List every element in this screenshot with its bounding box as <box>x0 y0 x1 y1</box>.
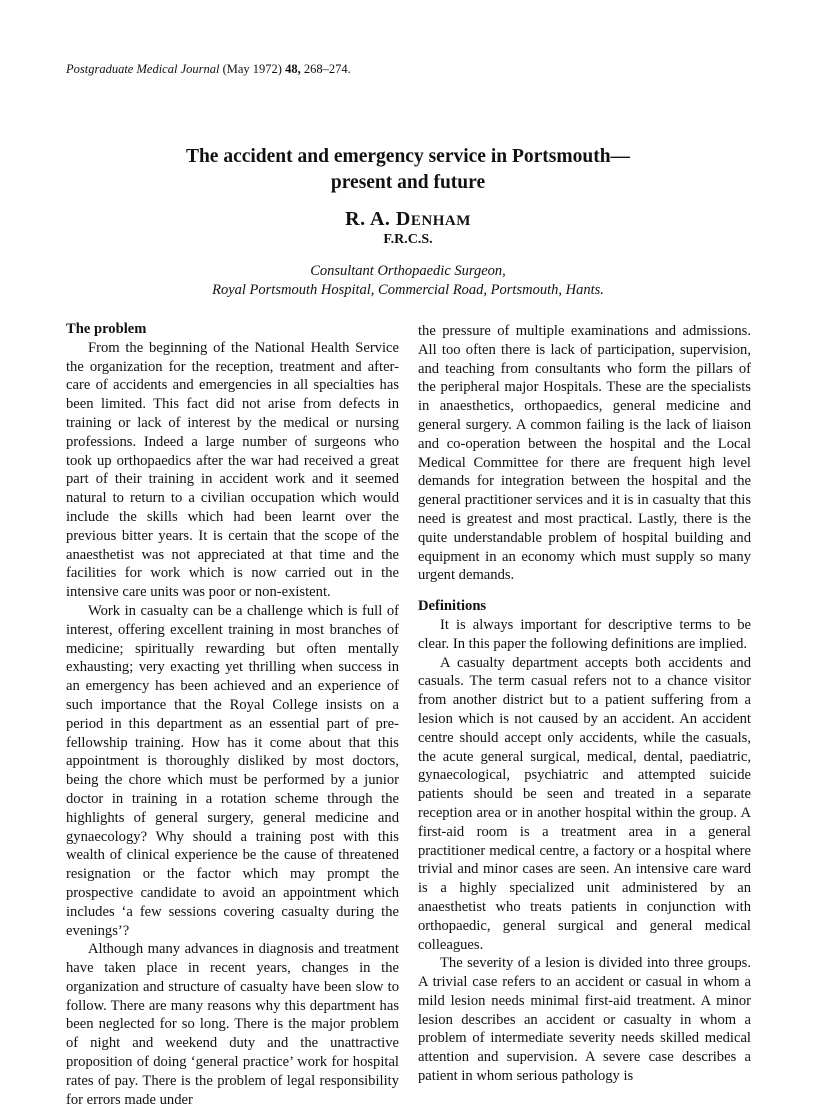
affiliation-line-1: Consultant Orthopaedic Surgeon, <box>310 263 506 279</box>
author-degrees: F.R.C.S. <box>383 232 433 247</box>
journal-name: Postgraduate Medical Journal <box>66 62 220 76</box>
journal-volume: 48, <box>285 62 301 76</box>
paragraph: A casualty department accepts both accidents and casuals. The term casual refers not to a chance visitor from another district but to a patient suffering from a lesion which is not caused by an accident. An accident centre should accept only accidents, while the casuals, the acute general surgical, medical, dental, paediatric, gynaecological, psychiatric and attempted suicide patients should be seen and treated in a separate reception area or in another hospital within the group. A first-aid room is a treatment area in a general practitioner medical centre, a factory or a hospital where trivial and minor cases are seen. An intensive care ward is a highly specialized unit administered by an anaesthetist who treats patients in conjunction with orthopaedic, general surgical and general medical colleagues. <box>418 654 751 953</box>
journal-pages: 268–274. <box>303 62 351 76</box>
affiliation-line-2: Royal Portsmouth Hospital, Commercial Road, Portsmouth, Hants. <box>212 282 604 298</box>
paragraph: Although many advances in diagnosis and treatment have taken place in recent years, changes in the organization and structure of casualty have been slow to follow. There are many reasons why this department has been neglected for so long. There is the major problem of night and weekend duty and the unattractive proposition of doing ‘general practice’ work for hospital rates of pay. There is the problem of legal responsibility for errors made under <box>66 941 399 1108</box>
title-line-1: The accident and emergency service in Portsmouth— <box>185 146 631 167</box>
journal-citation <box>66 62 351 77</box>
author-affiliation <box>100 262 716 300</box>
paragraph: From the beginning of the National Health Service the organization for the reception, treatment and after-care of accidents and emergencies in all specialties has been limited. This fact did not arise from defects in training or lack of interest by the medical or nursing professions. Indeed a large number of surgeons who took up orthopaedics after the war had received a great part of their training in accident work and it seemed natural to return to a civilian occupation which would include the skills which had been learnt over the previous bitter years. It is certain that the scope of the anaesthetist was not appreciated at that time and the facilities for work which is now carried out in the intensive care units was poor or non-existent. <box>66 339 399 601</box>
paragraph: Work in casualty can be a challenge which is full of interest, offering excellent training in most branches of medicine; spiritually rewarding but often mentally exhausting; very exacting yet thrilling when success in an emergency has been achieved and an experience of such importance that the Royal College insists on a period in this department as an essential part of pre-fellowship training. How has it come about that this appointment is thoroughly disliked by most doctors, being the chore which must be performed by a junior doctor in training in a rotation scheme through the highlights of general surgery, general medicine and gynaecology? Why should a training post with this wealth of clinical experience be the cause of threatened resignation or the factor which may prompt the prospective candidate to avoid an appointment which includes ‘a few sessions covering casualty during the evenings’? <box>66 602 399 939</box>
paragraph-continued: the pressure of multiple examinations and admissions. All too often there is lack of participation, supervision, and teaching from consultants who form the pillars of the peripheral major Hospitals. These are the specialists in anaesthetics, orthopaedics, general medicine and general surgery. A common failing is the lack of liaison and co-operation between the hospital and the Local Medical Committee for there are frequent high level demands for integration between the hospital and the general practitioner services and it is in casualty that this need is greatest and most practical. Lastly, there is the quite understandable problem of hospital building and equipment in an economy which must supply so many urgent demands. <box>418 323 751 584</box>
section-heading-problem: The problem <box>66 321 147 337</box>
journal-date: (May 1972) <box>222 62 282 76</box>
right-column <box>418 322 751 1086</box>
paragraph: The severity of a lesion is divided into three groups. A trivial case refers to an accident or casual in whom a mild lesion needs minimal first-aid treatment. A minor lesion describes an accident or casualty in whom a problem of intermediate severity needs skilled medical attention and supervision. A severe case describes a patient in whom serious pathology is <box>418 955 751 1085</box>
author-name <box>0 208 816 231</box>
author-surname-rest: ENHAM <box>410 213 471 229</box>
paragraph: It is always important for descriptive terms to be clear. In this paper the following definitions are implied. <box>418 616 751 652</box>
left-column <box>66 320 399 1109</box>
article-title <box>90 144 726 196</box>
author-initials: R. A. D <box>345 208 411 230</box>
section-heading-definitions: Definitions <box>418 598 487 615</box>
title-line-2: present and future <box>330 172 486 193</box>
